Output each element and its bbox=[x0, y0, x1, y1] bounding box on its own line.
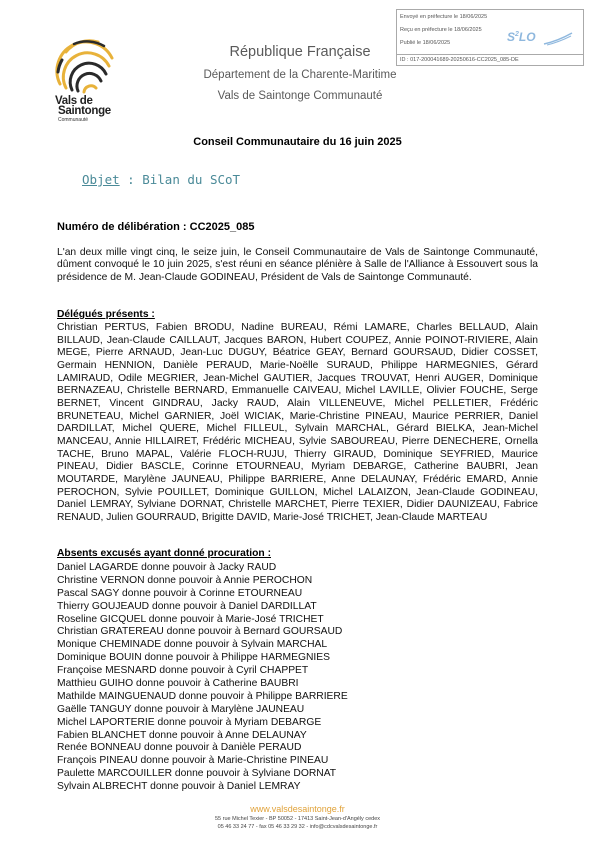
slo-logo: $S^2LO$ bbox=[507, 30, 536, 44]
proxy-item: Christian GRATEREAU donne pouvoir à Bernard GOURSAUD bbox=[57, 626, 343, 638]
stamp-published-line: Publié le 18/06/2025 bbox=[400, 40, 451, 46]
deliberation-number: Numéro de délibération : CC2025_085 bbox=[57, 221, 255, 233]
community-title: Vals de Saintonge Communauté bbox=[217, 90, 383, 102]
proxy-item: Monique CHEMINADE donne pouvoir à Sylvain MARCHAL bbox=[57, 639, 328, 651]
proxy-item: Roseline GICQUEL donne pouvoir à Marie-José TRICHET bbox=[57, 613, 324, 625]
proxy-item: Thierry GOUJEAUD donne pouvoir à Daniel DARDILLAT bbox=[57, 600, 317, 612]
department-title: Département de la Charente-Maritime bbox=[203, 69, 397, 81]
footer-contact: 05 46 33 24 77 - fax 05 46 33 29 32 - info@cdcvalsdesaintonge.fr bbox=[217, 824, 378, 830]
proxy-item: Matthieu GUIHO donne pouvoir à Catherine BAUBRI bbox=[57, 678, 299, 690]
proxy-item: Gaëlle TANGUY donne pouvoir à Marylène JAUNEAU bbox=[57, 703, 305, 715]
republic-title: République Française bbox=[229, 44, 371, 60]
delegates-list: Christian PERTUS, Fabien BRODU, Nadine BUREAU, Rémi LAMARE, Charles BELLAUD, Alain BILLAUD, Jean-Claude CAILLAUT, Jacques BARON, Hubert COUPEZ, Annie POINOT-RIVIERE, Alain MEGE, Pierre ARNAUD, Jean-Luc DUGUY, Béatrice GEAY, Bernard GOURSAUD, Didier COSSET, Germain HENNION, Danièle PERAUD, Marie-Noëlle SURAUD, Philippe HARMEGNIES, Gérard LAMIRAUD, Odile MEGRIER, Jean-Michel GAUTIER, Jacques TROUVAT, Henri AUGER, Dominique BERNAZEAU, Christelle BERNARD, Emmanuelle CAIVEAU, Michel LAVILLE, Olivier FOUCHE, Serge BERNET, Vincent GINDRAU, Jacky RAUD, Alain VILLENEUVE, Michel PELLETIER, Frédéric BRUNETEAU, Michel GARNIER, Joël WICIAK, Marie-Christine PINEAU, Maurice PERRIER, Daniel DARDILLAT, Michel QUERE, Michel FILLEUL, Sylvain MARCHAL, Gérard BIELKA, Jean-Michel MANCEAU, Annie HILLAIRET, Frédéric MICHEAU, Sylvie SABOUREAU, Pierre DENECHERE, Ornella TACHE, Bruno MAPAL, Valérie FLOCH-RUJU, Thierry GIRAUD, Dominique SEYFRIED, Maurice PINEAU, Didier BASCLE, Corinne ETOURNEAU, Myriam DEBARGE, Catherine BAUBRI, Jean MOUTARDE, Marylène JAUNEAU, Philippe BARRIERE, Anne DELAUNAY, Frédéric EMARD, Annie PEROCHON, Sylvie POUILLET, Dominique GUILLON, Michel LALAIZON, Jean-Claude GODINEAU, Daniel LEMRAY, Sylviane DORNAT, Christelle MARCHET, Pierre TEXIER, Didier DAUNIZEAU, Fabrice RENAUD, Julien GOURRAUD, Brigitte DAVID, Marie-José TRICHET, Jean-Claude MARTEAU bbox=[57, 322, 538, 523]
absents-title: Absents excusés ayant donné procuration : bbox=[57, 548, 271, 559]
proxy-item: Dominique BOUIN donne pouvoir à Philippe HARMEGNIES bbox=[57, 652, 330, 664]
objet-line bbox=[82, 172, 240, 187]
logo-line-3: Communauté bbox=[58, 117, 89, 123]
intro-paragraph: L'an deux mille vingt cinq, le seize juin, le Conseil Communautaire de Vals de Saintonge Communauté, dûment convoqué le 10 juin 2025, s'est réuni en séance plénière à Salle de l'Alliance à Essouvert sous la présidence de M. Jean-Claude GODINEAU, Président de Vals de Saintonge Communauté. bbox=[57, 247, 538, 283]
footer-website[interactable]: www.valsdesaintonge.fr bbox=[250, 804, 345, 814]
delegates-title: Délégués présents : bbox=[57, 309, 155, 320]
proxy-item: Christine VERNON donne pouvoir à Annie PEROCHON bbox=[57, 574, 313, 586]
slo-sup: 2 bbox=[515, 31, 519, 38]
objet-separator: : bbox=[119, 172, 143, 187]
proxy-item: François PINEAU donne pouvoir à Marie-Christine PINEAU bbox=[57, 755, 329, 767]
proxy-item: Paulette MARCOUILLER donne pouvoir à Sylviane DORNAT bbox=[57, 768, 337, 780]
fingerprint-logo-icon bbox=[52, 34, 120, 96]
logo-text bbox=[55, 96, 125, 124]
proxy-item: Françoise MESNARD donne pouvoir à Cyril CHAPPET bbox=[57, 665, 309, 677]
proxy-item: Michel LAPORTERIE donne pouvoir à Myriam DEBARGE bbox=[57, 716, 322, 728]
proxy-item: Mathilde MAINGUENAUD donne pouvoir à Philippe BARRIERE bbox=[57, 690, 348, 702]
stamp-id-line: ID : 017-200041689-20250616-CC2025_085-DE bbox=[397, 54, 583, 63]
stamp-received-line: Reçu en préfecture le 18/06/2025 bbox=[400, 27, 482, 33]
stamp-sent-line: Envoyé en préfecture le 18/06/2025 bbox=[400, 14, 488, 20]
footer-address: 55 rue Michel Texier - BP 50052 - 17413 Saint-Jean-d'Angély cedex bbox=[214, 816, 381, 822]
proxy-item: Daniel LAGARDE donne pouvoir à Jacky RAUD bbox=[57, 562, 277, 573]
proxy-item: Fabien BLANCHET donne pouvoir à Anne DELAUNAY bbox=[57, 729, 307, 741]
objet-label: Objet bbox=[82, 172, 120, 187]
proxy-item: Renée BONNEAU donne pouvoir à Danièle PERAUD bbox=[57, 742, 302, 754]
objet-value: Bilan du SCoT bbox=[142, 172, 241, 187]
swoosh-icon bbox=[543, 32, 573, 46]
proxy-item: Pascal SAGY donne pouvoir à Corinne ETOURNEAU bbox=[57, 587, 303, 599]
logo-line-2: Saintonge bbox=[58, 105, 111, 117]
logo-line-1: Vals de bbox=[55, 95, 93, 107]
council-title: Conseil Communautaire du 16 juin 2025 bbox=[193, 136, 402, 148]
proxy-item: Sylvain ALBRECHT donne pouvoir à Daniel LEMRAY bbox=[57, 781, 301, 793]
proxy-list bbox=[57, 562, 348, 794]
